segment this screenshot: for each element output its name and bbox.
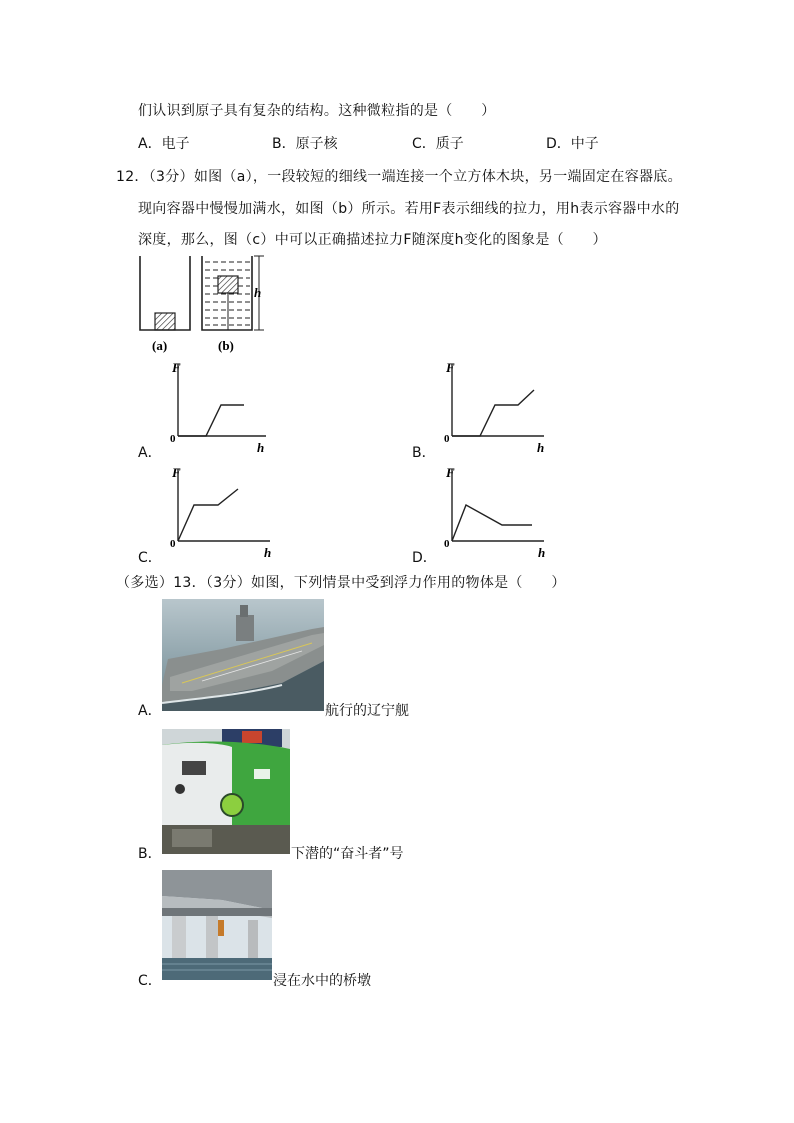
q12-option-b: B． bbox=[412, 445, 436, 461]
photo-liaoning-carrier bbox=[162, 599, 324, 711]
label-b: (b) bbox=[218, 338, 234, 353]
q12-option-c: C． bbox=[138, 550, 162, 566]
photo-fendouzhe-submersible bbox=[162, 729, 290, 854]
graph-a-origin: 0 bbox=[170, 433, 176, 445]
q12-option-a: A． bbox=[138, 445, 162, 461]
graph-d-curve bbox=[452, 505, 532, 541]
q13-option-a-caption: 航行的辽宁舰 bbox=[325, 703, 409, 719]
graph-b bbox=[440, 356, 560, 456]
graph-d bbox=[440, 461, 560, 561]
block-a bbox=[155, 313, 175, 330]
q12-stem-line-1: 12．（3分）如图（a），一段较短的细线一端连接一个立方体木块，另一端固定在容器底。 bbox=[116, 169, 682, 185]
q13-stem: （多选）13．（3分）如图，下列情景中受到浮力作用的物体是（ ） bbox=[116, 575, 566, 591]
graph-c bbox=[166, 461, 282, 561]
label-h: h bbox=[254, 285, 262, 300]
graph-b-y-label: F bbox=[446, 360, 455, 375]
graph-c-origin: 0 bbox=[170, 538, 176, 550]
q11-option-a: A．电子 bbox=[138, 136, 190, 152]
graph-c-y-label: F bbox=[172, 465, 181, 480]
graph-c-curve bbox=[178, 489, 238, 541]
graph-b-x-label: h bbox=[537, 440, 545, 455]
q12-stem-line-2: 现向容器中慢慢加满水，如图（b）所示。若用F表示细线的拉力，用h表示容器中水的 bbox=[138, 201, 680, 217]
q11-option-d: D．中子 bbox=[546, 136, 599, 152]
q13-option-c-caption: 浸在水中的桥墩 bbox=[273, 973, 371, 989]
graph-a-curve bbox=[178, 405, 244, 436]
graph-a-y-label: F bbox=[172, 360, 181, 375]
q12-option-d: D． bbox=[412, 550, 437, 566]
graph-d-x-label: h bbox=[538, 545, 546, 560]
q11-stem-tail: 们认识到原子具有复杂的结构。这种微粒指的是（ ） bbox=[138, 103, 496, 119]
q13-option-a-letter: A． bbox=[138, 703, 162, 719]
q13-option-c-letter: C． bbox=[138, 973, 162, 989]
q13-option-b-letter: B． bbox=[138, 846, 162, 862]
graph-d-origin: 0 bbox=[444, 538, 450, 550]
q12-stem-line-3: 深度，那么，图（c）中可以正确描述拉力F随深度h变化的图象是（ ） bbox=[138, 232, 607, 248]
q13-option-b-caption: 下潜的“奋斗者”号 bbox=[291, 846, 404, 862]
q11-option-b: B．原子核 bbox=[272, 136, 338, 152]
label-a: (a) bbox=[152, 338, 168, 353]
graph-c-x-label: h bbox=[264, 545, 272, 560]
q11-option-c: C．质子 bbox=[412, 136, 464, 152]
graph-d-y-label: F bbox=[446, 465, 455, 480]
block-b bbox=[218, 276, 238, 293]
graph-b-origin: 0 bbox=[444, 433, 450, 445]
graph-b-curve bbox=[452, 390, 534, 436]
photo-bridge-pier bbox=[162, 870, 272, 980]
container-figure bbox=[132, 252, 282, 356]
graph-a bbox=[166, 356, 276, 456]
graph-a-x-label: h bbox=[257, 440, 265, 455]
